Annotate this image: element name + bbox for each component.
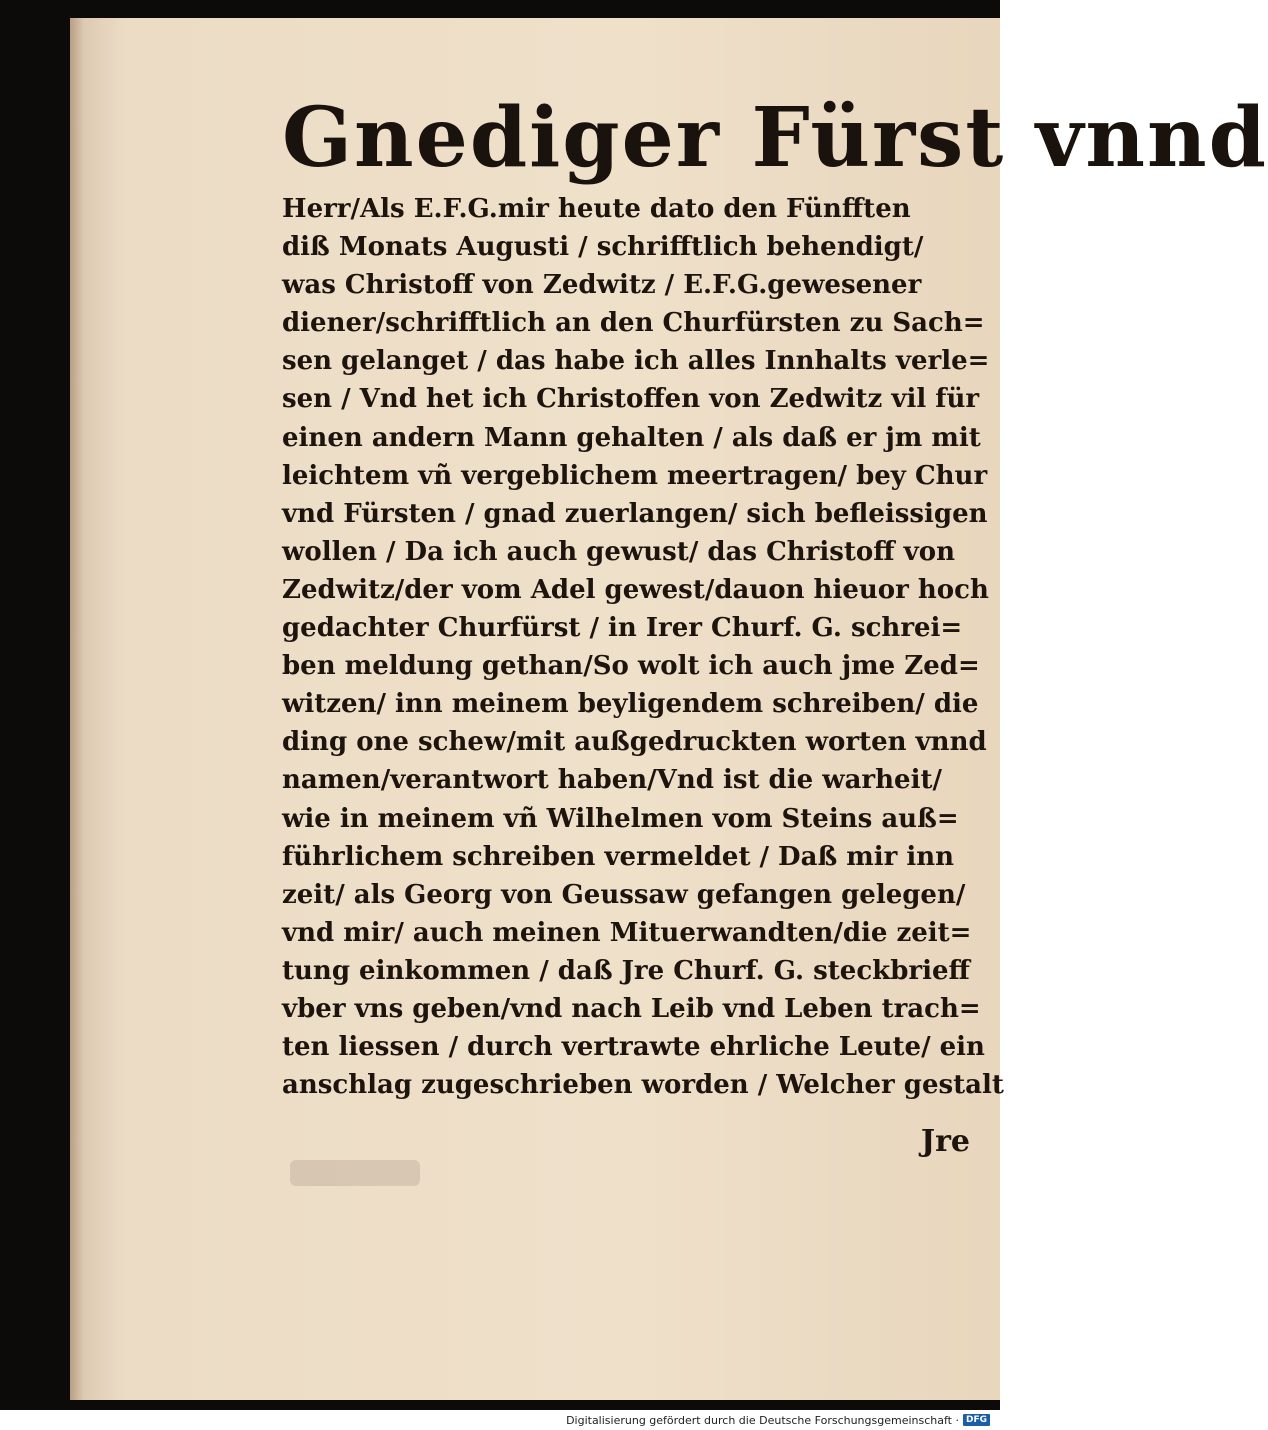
text-line: diener/schrifftlich an den Churfürsten zu Sach= — [282, 308, 985, 339]
ink-bleed-through — [290, 1160, 420, 1186]
text-line: vber vns geben/vnd nach Leib vnd Leben trach= — [282, 993, 981, 1024]
text-line: ten liessen / durch vertrawte ehrliche Leute/ ein — [282, 1032, 985, 1063]
text-line: einen andern Mann gehalten / als daß er jm mit — [282, 422, 981, 453]
catchword: Jre — [920, 1124, 970, 1159]
text-line: was Christoff von Zedwitz / E.F.G.gewesener — [282, 270, 922, 301]
text-line: sen gelanget / das habe ich alles Innhalts verle= — [282, 346, 990, 377]
text-line: tung einkommen / daß Jre Churf. G. steckbrieff — [282, 955, 970, 986]
text-line: wollen / Da ich auch gewust/ das Christoff von — [282, 536, 955, 567]
text-line: zeit/ als Georg von Geussaw gefangen gelegen/ — [282, 879, 966, 910]
text-line: vnd Fürsten / gnad zuerlangen/ sich befleissigen — [282, 498, 988, 529]
text-line: namen/verantwort haben/Vnd ist die warheit/ — [282, 765, 942, 796]
text-line: gedachter Churfürst / in Irer Churf. G. schrei= — [282, 613, 963, 644]
text-line: wie in meinem vñ Wilhelmen vom Steins auß= — [282, 803, 959, 834]
digitization-credit — [566, 1413, 990, 1427]
text-line: anschlag zugeschrieben worden / Welcher gestalt — [282, 1070, 1004, 1101]
text-line: Zedwitz/der vom Adel gewest/dauon hieuor hoch — [282, 574, 989, 605]
text-line: Herr/Als E.F.G.mir heute dato den Fünfften — [282, 194, 911, 224]
text-line: witzen/ inn meinem beyligendem schreiben/ die — [282, 689, 979, 720]
text-line: ding one schew/mit außgedruckten worten vnnd — [282, 727, 987, 758]
text-line: diß Monats Augusti / schrifftlich behendigt/ — [282, 232, 924, 263]
text-line: ben meldung gethan/So wolt ich auch jme Zed= — [282, 651, 980, 682]
gutter-shadow — [70, 18, 84, 1400]
text-line: führlichem schreiben vermeldet / Daß mir inn — [282, 841, 955, 872]
text-line: vnd mir/ auch meinen Mituerwandten/die zeit= — [282, 917, 972, 948]
credit-text: Digitalisierung gefördert durch die Deutsche Forschungsgemeinschaft · — [566, 1413, 959, 1427]
text-line: sen / Vnd het ich Christoffen von Zedwitz vil für — [282, 384, 980, 415]
dfg-logo-icon: DFG — [963, 1414, 990, 1426]
body-text — [282, 190, 1004, 1104]
text-line: leichtem vñ vergeblichem meertragen/ bey Chur — [282, 460, 988, 491]
page-heading: Gnediger Fürst vnnd — [282, 90, 1268, 186]
